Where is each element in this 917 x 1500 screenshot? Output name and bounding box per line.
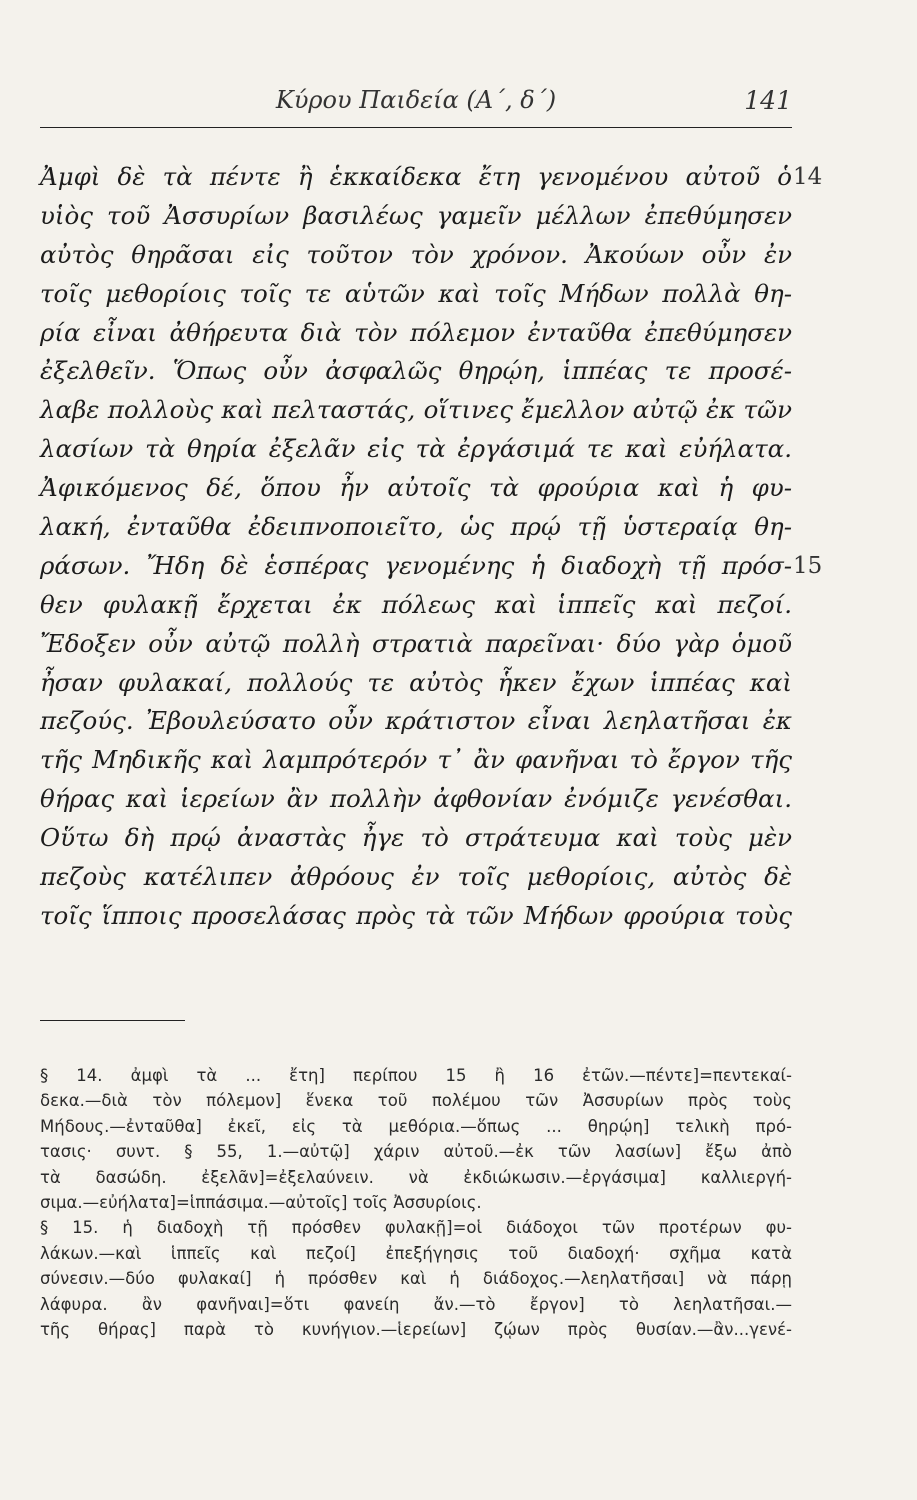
text-line (40, 625, 800, 664)
header-rule (40, 127, 792, 128)
footnote-line-content: τὰ δασώδη. ἐξελᾶν]=ἐξελαύνειν. νὰ ἐκδιώκωσιν.—ἐργάσιμα] καλλιεργή- (40, 1167, 792, 1187)
text-line-content: πεζοὺς κατέλιπεν ἀθρόους ἐν τοῖς μεθορίοις, αὐτὸς δὲ (40, 862, 792, 892)
text-line-content: θήρας καὶ ἱερείων ἂν πολλὴν ἀφθονίαν ἐνόμιζε γενέσθαι. (40, 784, 792, 814)
footnote-line (40, 1317, 792, 1342)
footnote-line-content: δεκα.—διὰ τὸν πόλεμον] ἕνεκα τοῦ πολέμου τῶν Ἀσσυρίων πρὸς τοὺς (40, 1091, 792, 1111)
footnote-line-content: τασις· συντ. § 55, 1.—αὐτῷ] χάριν αὐτοῦ.—ἐκ τῶν λασίων] ἔξω ἀπὸ (40, 1142, 792, 1162)
footnote-line-content: σύνεσιν.—δύο φυλακαί] ἡ πρόσθεν καὶ ἡ διάδοχος.—λεηλατῆσαι] νὰ πάρῃ (40, 1269, 792, 1289)
text-line (40, 469, 800, 508)
text-line (40, 352, 800, 391)
footnote-line (40, 1165, 792, 1190)
text-line (40, 275, 800, 314)
footnote-line-content: τῆς θήρας] παρὰ τὸ κυνήγιον.—ἱερείων] ζῴων πρὸς θυσίαν.—ἂν...γενέ- (40, 1319, 792, 1339)
footnote-line-content: Μήδους.—ἐνταῦθα] ἐκεῖ, εἰς τὰ μεθόρια.—ὅπως ... θηρῴη] τελικὴ πρό- (40, 1116, 792, 1136)
text-line (40, 314, 800, 353)
text-line (40, 819, 800, 858)
footnote-line-content: σιμα.—εὐήλατα]=ἱππάσιμα.—αὐτοῖς] τοῖς Ἀσσυρίοις. (40, 1192, 482, 1212)
footnote-line (40, 1292, 792, 1317)
text-line-content: λακή, ἐνταῦθα ἐδειπνοποιεῖτο, ὡς πρῴ τῇ ὑστεραίᾳ θη- (40, 512, 792, 542)
text-line-content: Ἔδοξεν οὖν αὐτῷ πολλὴ στρατιὰ παρεῖναι· δύο γὰρ ὁμοῦ (40, 628, 792, 658)
text-line-content: Ἀμφὶ δὲ τὰ πέντε ἢ ἑκκαίδεκα ἔτη γενομένου αὐτοῦ ὁ (40, 162, 792, 191)
text-line-content: υἱὸς τοῦ Ἀσσυρίων βασιλέως γαμεῖν μέλλων ἐπεθύμησεν (40, 200, 792, 230)
main-text (40, 158, 823, 936)
text-line (40, 858, 800, 897)
text-line-content: ἐξελθεῖν. Ὅπως οὖν ἀσφαλῶς θηρῴη, ἱππέας τε προσέ- (40, 356, 792, 386)
text-line-content: ρία εἶναι ἀθήρευτα διὰ τὸν πόλεμον ἐνταῦθα ἐπεθύμησεν (40, 317, 792, 347)
page-number: 141 (744, 86, 792, 115)
text-line-content: τῆς Μηδικῆς καὶ λαμπρότερόν τ᾽ ἂν φανῆναι τὸ ἔργον τῆς (40, 745, 792, 775)
footnotes (40, 1063, 792, 1342)
text-line (40, 586, 800, 625)
running-head (40, 86, 792, 126)
footnote-line-content: § 14. ἀμφὶ τὰ ... ἔτη] περίπου 15 ἢ 16 ἐτῶν.—πέντε]=πεντεκαί- (40, 1066, 792, 1085)
footnote-line (40, 1241, 792, 1266)
footnote-rule (40, 1020, 185, 1021)
text-line-content: τοῖς μεθορίοις τοῖς τε αὑτῶν καὶ τοῖς Μήδων πολλὰ θη- (40, 278, 792, 308)
text-line (40, 897, 800, 936)
text-line-content: Ἀφικόμενος δέ, ὅπου ἦν αὐτοῖς τὰ φρούρια καὶ ἡ φυ- (40, 473, 792, 503)
text-line (40, 430, 800, 469)
text-line-content: πεζούς. Ἐβουλεύσατο οὖν κράτιστον εἶναι λεηλατῆσαι ἐκ (40, 706, 792, 736)
footnote-line-content: § 15. ἡ διαδοχὴ τῇ πρόσθεν φυλακῇ]=οἱ διάδοχοι τῶν προτέρων φυ- (40, 1218, 792, 1238)
text-line (40, 741, 800, 780)
text-line (40, 547, 823, 586)
text-line (40, 664, 800, 703)
text-line (40, 158, 823, 197)
text-line-content: αὐτὸς θηρᾶσαι εἰς τοῦτον τὸν χρόνον. Ἀκούων οὖν ἐν (40, 239, 792, 269)
footnote-line (40, 1190, 792, 1215)
footnote-line-content: λάκων.—καὶ ἱππεῖς καὶ πεζοί] ἐπεξήγησις τοῦ διαδοχή· σχῆμα κατὰ (40, 1243, 792, 1263)
text-line (40, 702, 800, 741)
text-line (40, 197, 800, 236)
section-number: 14 (793, 164, 823, 190)
footnote-line (40, 1114, 792, 1139)
running-title: Κύρου Παιδεία (Α΄, δ΄) (275, 86, 557, 114)
footnote-line (40, 1088, 792, 1113)
section-number: 15 (793, 552, 823, 579)
footnote-line (40, 1139, 792, 1164)
text-line-content: λαβε πολλοὺς καὶ πελταστάς, οἵτινες ἔμελλον αὐτῷ ἐκ τῶν (40, 395, 792, 425)
text-line-content: ἦσαν φυλακαί, πολλούς τε αὐτὸς ἧκεν ἔχων ἱππέας καὶ (40, 667, 792, 697)
footnote-line-content: λάφυρα. ἂν φανῆναι]=ὅτι φανείη ἄν.—τὸ ἔργον] τὸ λεηλατῆσαι.— (40, 1294, 792, 1314)
text-line (40, 391, 800, 430)
text-line (40, 780, 800, 819)
text-line-content: ράσων. Ἤδη δὲ ἑσπέρας γενομένης ἡ διαδοχὴ τῇ πρόσ- (40, 550, 792, 580)
text-line (40, 508, 800, 547)
footnote-line (40, 1215, 792, 1240)
footnote-line (40, 1063, 792, 1088)
text-line (40, 236, 800, 275)
footnote-line (40, 1266, 792, 1291)
text-line-content: τοῖς ἵπποις προσελάσας πρὸς τὰ τῶν Μήδων φρούρια τοὺς (40, 900, 792, 930)
text-line-content: λασίων τὰ θηρία ἐξελᾶν εἰς τὰ ἐργάσιμά τε καὶ εὐήλατα. (40, 434, 792, 464)
text-line-content: Οὕτω δὴ πρῴ ἀναστὰς ἦγε τὸ στράτευμα καὶ τοὺς μὲν (40, 823, 792, 853)
text-line-content: θεν φυλακῇ ἔρχεται ἐκ πόλεως καὶ ἱππεῖς καὶ πεζοί. (40, 589, 792, 619)
